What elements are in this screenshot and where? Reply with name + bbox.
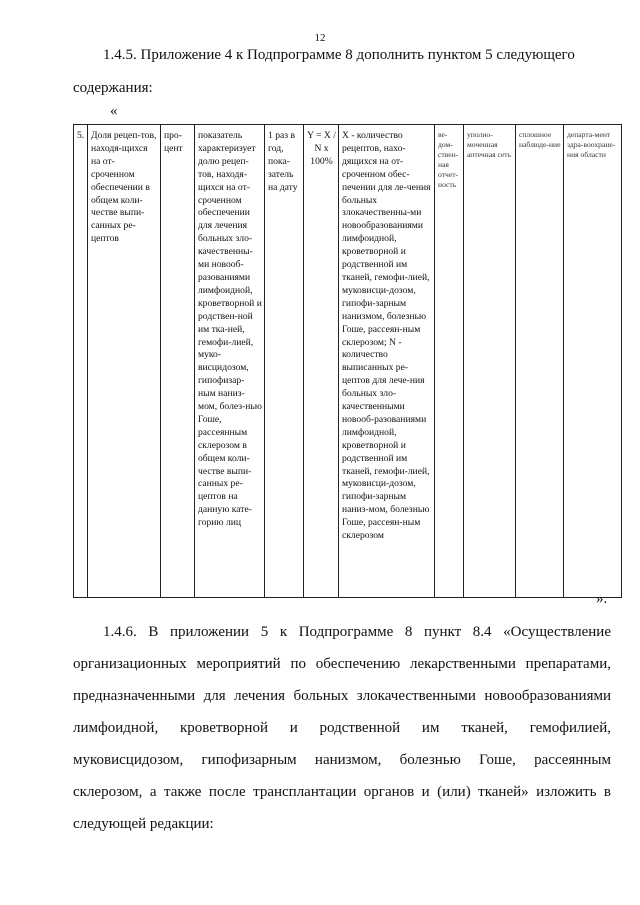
amendment-paragraph-1-4-6-line-2: организационных мероприятий по обеспечению лекарственными препаратами, <box>73 656 611 672</box>
closing-quote-mark: ». <box>596 591 608 607</box>
amendment-paragraph-1-4-5: 1.4.5. Приложение 4 к Подпрограмме 8 дополнить пунктом 5 следующего <box>103 47 575 63</box>
table-row <box>74 125 622 598</box>
page-number: 12 <box>314 32 326 44</box>
cell-formula: Y = X / N x 100% <box>304 125 339 598</box>
amendment-paragraph-1-4-6-line-4: лимфоидной, кроветворной и родственной им тканей, гемофилией, <box>73 720 611 736</box>
cell-formula-variables: X - количество рецептов, нахо-дящихся на от-сроченном обес-печении для ле-чения больных злокачественны-ми новообразованиями лимфоидной, кроветворной и родственной им тканей, гемофи-лией, муковисци-дозом, гипофи-зарным нанизмом, болезнью Гоше, рассеян-ным склерозом; N - количество выписанных ре-цептов для лече-ния больных зло-качественными новооб-разованиями лимфоидной, кроветворной и родственной им тканей, гемофи-лией, муковисци-дозом, гипофи-зарным наниз-мом, болезнью Гоше, рассеян-ным склерозом <box>339 125 435 598</box>
cell-indicator-name: Доля рецеп-тов, находя-щихся на от-сроченном обеспечении в общем коли-честве выпи-санных ре-цептов <box>88 125 161 598</box>
cell-data-source: ве-дом-ствен-ная отчет-ность <box>435 125 464 598</box>
opening-quote-mark: « <box>110 103 118 119</box>
amendment-paragraph-1-4-6-line-6: склерозом, а также после трансплантации органов и (или) тканей» изложить в <box>73 784 611 800</box>
cell-number: 5. <box>74 125 88 598</box>
cell-responsible-department: департа-мент здра-воохране-ния области <box>564 125 622 598</box>
amendment-paragraph-1-4-6-line-3: предназначенными для лечения больных злокачественными новообразованиями <box>73 688 611 704</box>
cell-definition: показатель характеризует долю рецеп-тов, находя-щихся на от-сроченном обеспечении для лечения больных зло-качественны-ми новооб-разованиями лимфоидной, кроветворной и родствен-ной им тка-ней, гемофи-лией, муко-висцидозом, гипофизар-ным наниз-мом, болез-нью Гоше, рассеянным склерозом в общем коли-честве выпи-санных ре-цептов на данную кате-горию лиц <box>195 125 265 598</box>
amendment-paragraph-1-4-6-line-5: муковисцидозом, гипофизарным нанизмом, болезнью Гоше, рассеянным <box>73 752 611 768</box>
amendment-paragraph-1-4-5-continuation: содержания: <box>73 80 153 96</box>
cell-collection-method: сплошное наблюде-ние <box>516 125 564 598</box>
cell-unit: про-цент <box>161 125 195 598</box>
indicator-table <box>73 124 622 598</box>
cell-reporting-entity: уполно-моченная аптечная сеть <box>464 125 516 598</box>
amendment-paragraph-1-4-6-line-1: 1.4.6. В приложении 5 к Подпрограмме 8 пункт 8.4 «Осуществление <box>103 624 611 640</box>
cell-periodicity: 1 раз в год, пока-затель на дату <box>265 125 304 598</box>
amendment-paragraph-1-4-6-line-7: следующей редакции: <box>73 816 214 832</box>
